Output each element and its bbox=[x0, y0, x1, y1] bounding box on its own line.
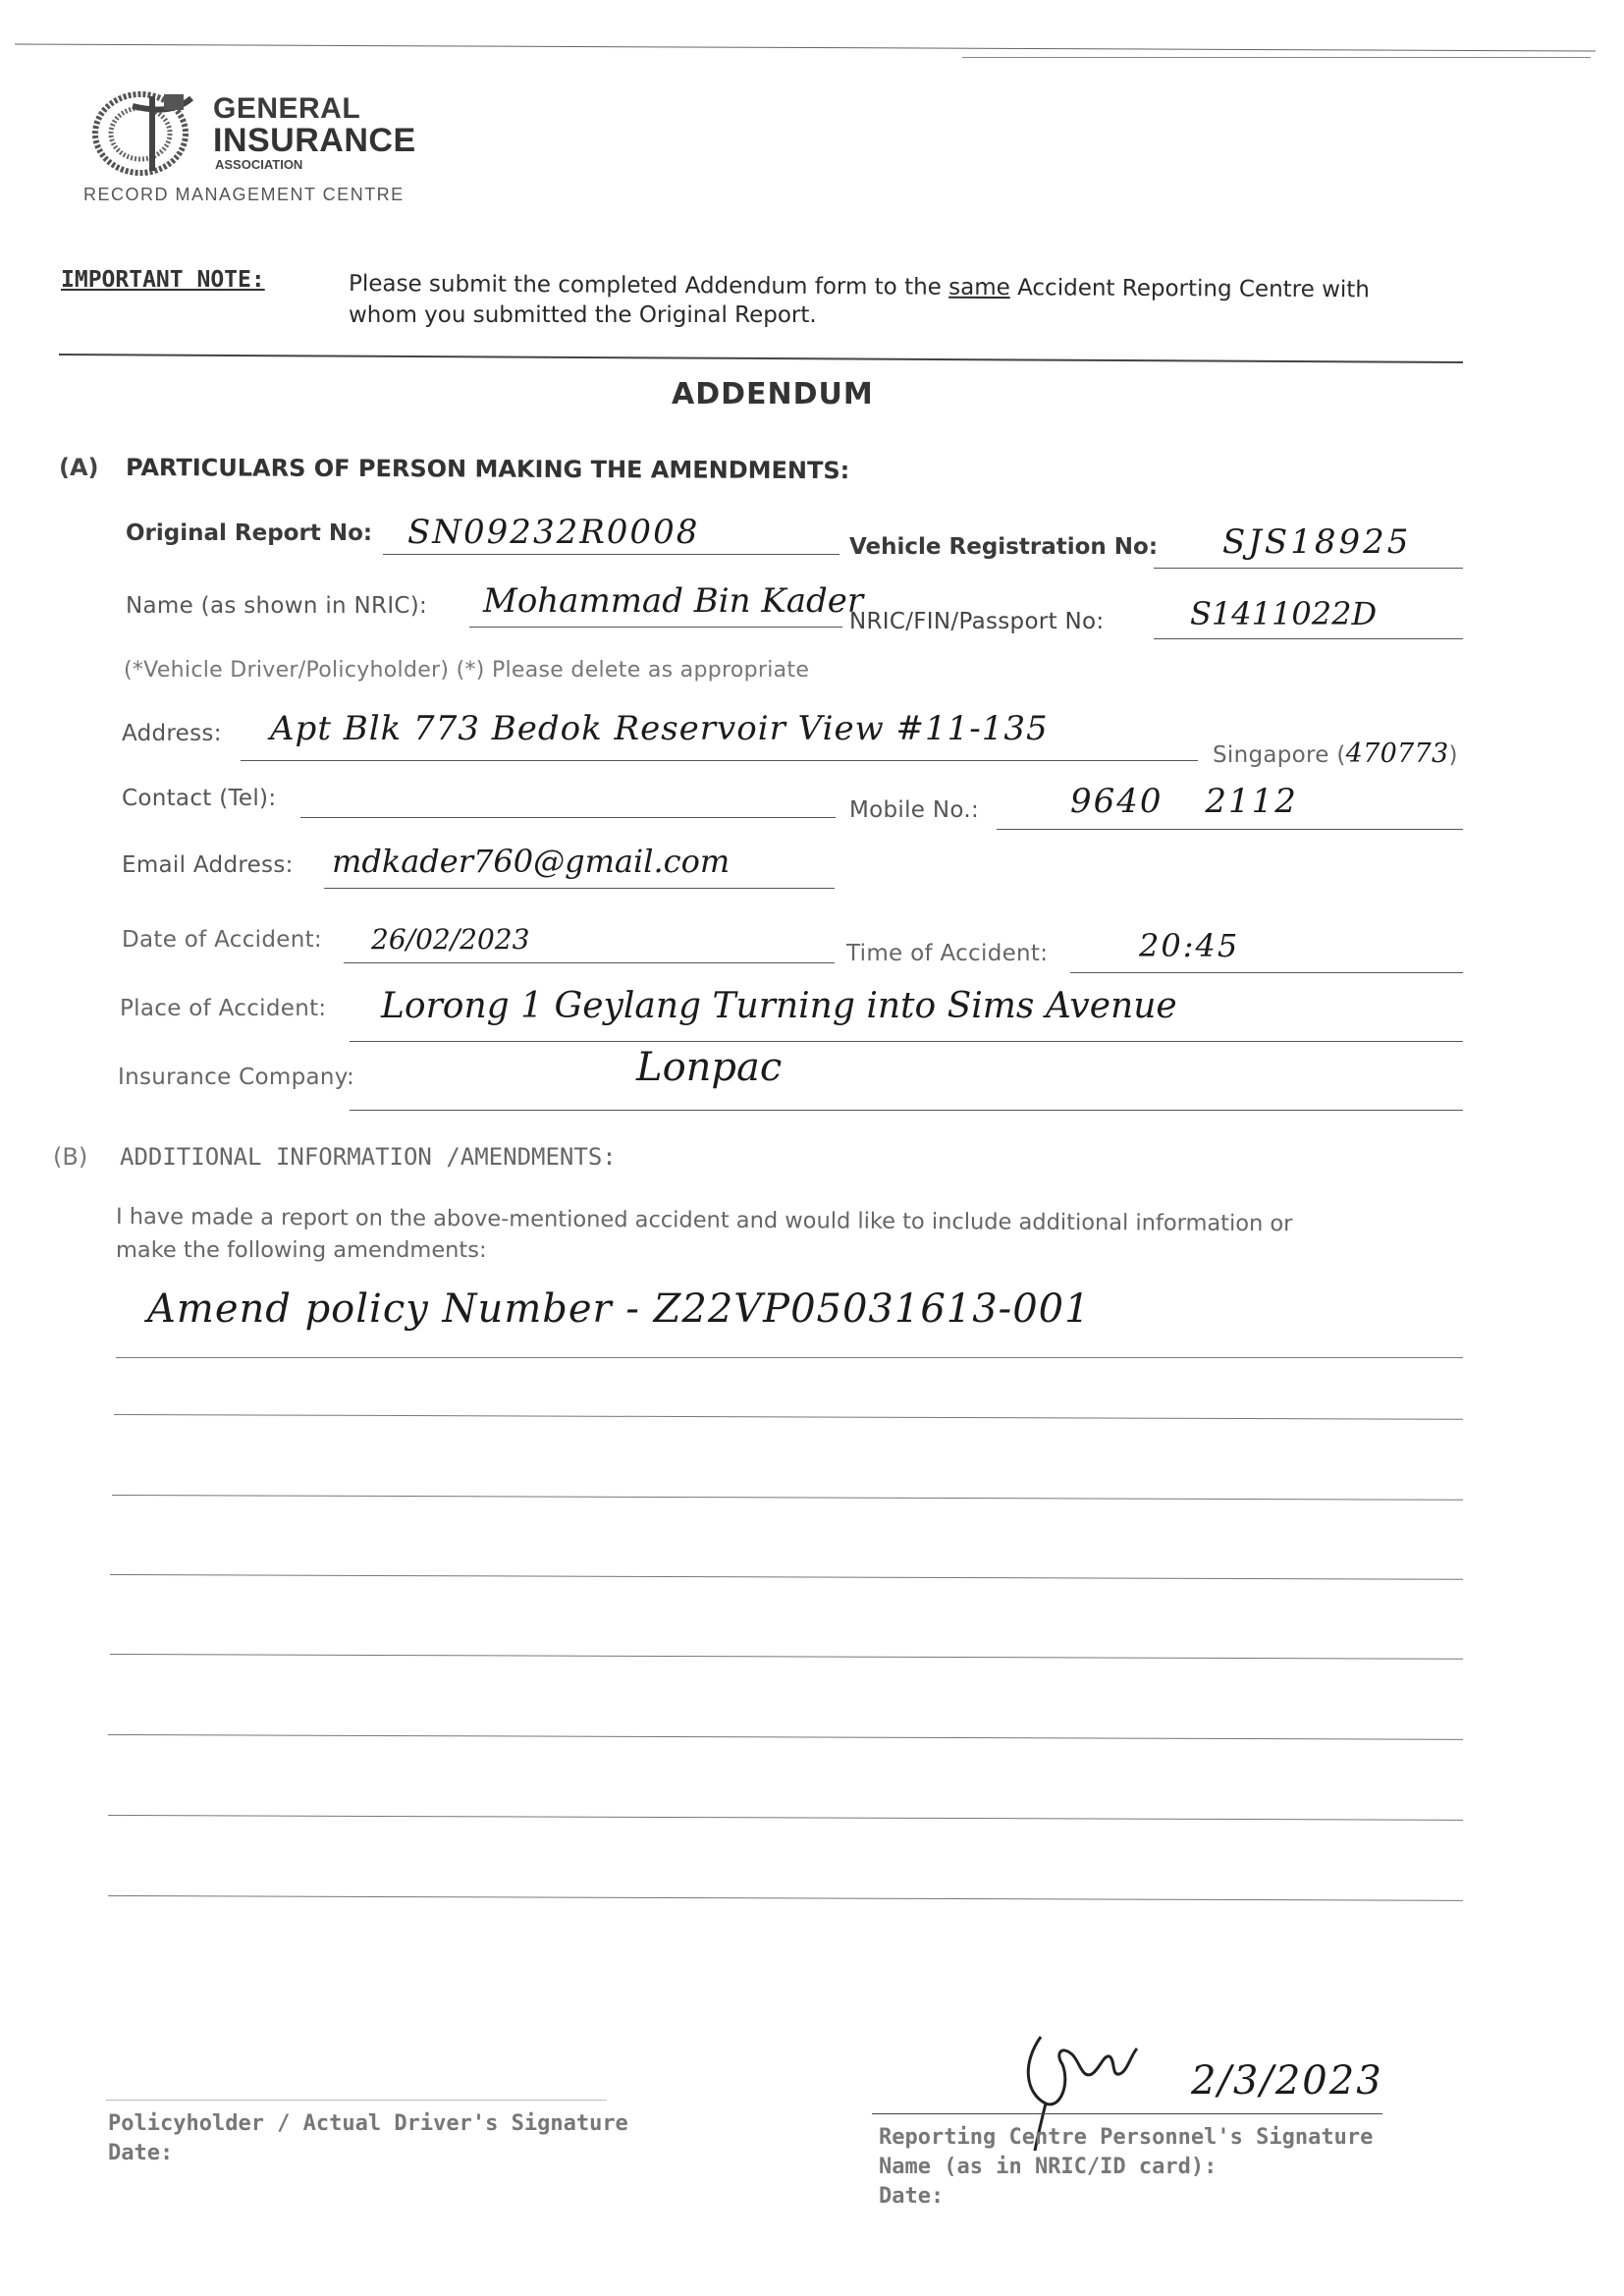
email-value: mdkader760@gmail.com bbox=[332, 843, 731, 880]
logo-text-insurance: INSURANCE bbox=[213, 122, 416, 159]
contact-label: Contact (Tel): bbox=[122, 786, 277, 811]
policyholder-date-label: Date: bbox=[108, 2141, 174, 2165]
email-line bbox=[324, 888, 835, 889]
nric-value: S1411022D bbox=[1190, 595, 1378, 632]
address-line bbox=[241, 760, 1198, 761]
mobile-line bbox=[997, 829, 1463, 830]
amendment-line-8 bbox=[108, 1895, 1463, 1901]
top-border-line-2 bbox=[962, 57, 1591, 58]
amendment-line-3 bbox=[112, 1495, 1463, 1501]
page-title: ADDENDUM bbox=[672, 377, 874, 411]
logo-text-association: ASSOCIATION bbox=[215, 157, 303, 172]
address-value: Apt Blk 773 Bedok Reservoir View #11-135 bbox=[270, 709, 1049, 748]
insurance-value: Lonpac bbox=[636, 1045, 783, 1090]
original-report-label: Original Report No: bbox=[126, 520, 373, 546]
section-b-heading: ADDITIONAL INFORMATION /AMENDMENTS: bbox=[120, 1143, 617, 1171]
accident-date-line bbox=[344, 962, 835, 963]
top-border-line bbox=[15, 43, 1596, 51]
name-label: Name (as shown in NRIC): bbox=[126, 593, 428, 619]
accident-place-value: Lorong 1 Geylang Turning into Sims Avenue bbox=[381, 986, 1177, 1026]
personnel-date-label: Date: bbox=[879, 2184, 945, 2209]
important-note-label: IMPORTANT NOTE: bbox=[61, 267, 265, 293]
accident-place-line bbox=[350, 1041, 1463, 1042]
accident-time-label: Time of Accident: bbox=[846, 941, 1049, 966]
vehicle-reg-value: SJS18925 bbox=[1222, 522, 1412, 562]
mobile-value: 9640 2112 bbox=[1070, 782, 1298, 821]
singapore-prefix: Singapore ( bbox=[1213, 742, 1346, 768]
name-line bbox=[469, 627, 842, 628]
postal-code-value: 470773 bbox=[1345, 738, 1449, 769]
section-b-intro-line1: I have made a report on the above-mentioned accident and would like to include additional information or bbox=[115, 1204, 1293, 1237]
accident-time-value: 20:45 bbox=[1139, 927, 1240, 964]
section-a-marker: (A) bbox=[59, 454, 99, 481]
note-text-post: Accident Reporting Centre with bbox=[1009, 275, 1371, 303]
section-b-marker: (B) bbox=[53, 1143, 88, 1171]
email-label: Email Address: bbox=[122, 852, 294, 878]
gia-emblem-icon bbox=[83, 86, 211, 185]
amendment-line-5 bbox=[110, 1654, 1463, 1660]
vehicle-reg-line bbox=[1154, 568, 1463, 569]
important-note-line2: whom you submitted the Original Report. bbox=[349, 302, 817, 328]
personnel-signature-line bbox=[872, 2113, 1382, 2114]
contact-line bbox=[300, 817, 836, 818]
policyholder-signature-line bbox=[106, 2100, 607, 2101]
vehicle-reg-label: Vehicle Registration No: bbox=[849, 534, 1159, 560]
logo-text-general: GENERAL bbox=[213, 92, 361, 125]
section-a-heading: PARTICULARS OF PERSON MAKING THE AMENDMENTS: bbox=[125, 454, 850, 485]
personnel-name-label: Name (as in NRIC/ID card): bbox=[879, 2155, 1218, 2179]
accident-date-value: 26/02/2023 bbox=[371, 923, 530, 956]
note-text-emph: same bbox=[948, 274, 1010, 301]
address-label: Address: bbox=[122, 721, 222, 746]
accident-time-line bbox=[1070, 972, 1463, 973]
insurance-line bbox=[350, 1110, 1463, 1111]
amendment-line-2 bbox=[114, 1414, 1463, 1420]
insurance-label: Insurance Company: bbox=[118, 1065, 355, 1090]
amendment-line-7 bbox=[108, 1815, 1463, 1821]
policyholder-signature-label: Policyholder / Actual Driver's Signature bbox=[108, 2111, 628, 2136]
personnel-signature-label: Reporting Centre Personnel's Signature bbox=[879, 2125, 1374, 2150]
name-value: Mohammad Bin Kader bbox=[483, 581, 864, 621]
section-b-intro-line2: make the following amendments: bbox=[116, 1237, 487, 1263]
accident-place-label: Place of Accident: bbox=[120, 996, 327, 1021]
nric-label: NRIC/FIN/Passport No: bbox=[849, 609, 1105, 634]
logo-centre-text: RECORD MANAGEMENT CENTRE bbox=[83, 185, 405, 204]
nric-line bbox=[1154, 638, 1463, 639]
amendment-line-1 bbox=[116, 1357, 1463, 1358]
accident-date-label: Date of Accident: bbox=[122, 927, 322, 953]
amendment-line-6 bbox=[108, 1734, 1463, 1740]
singapore-label bbox=[1213, 738, 1458, 769]
mobile-label: Mobile No.: bbox=[849, 797, 979, 823]
original-report-line bbox=[383, 554, 839, 555]
amendment-text: Amend policy Number - Z22VP05031613-001 bbox=[147, 1286, 1091, 1332]
note-text-pre: Please submit the completed Addendum form to the bbox=[348, 271, 949, 301]
singapore-suffix: ) bbox=[1448, 742, 1458, 768]
role-note: (*Vehicle Driver/Policyholder) (*) Please delete as appropriate bbox=[124, 658, 810, 683]
note-divider bbox=[59, 354, 1463, 363]
important-note-line1 bbox=[349, 271, 1370, 302]
amendment-line-4 bbox=[110, 1574, 1463, 1580]
personnel-signed-date: 2/3/2023 bbox=[1191, 2058, 1383, 2104]
original-report-value: SN09232R0008 bbox=[407, 513, 700, 552]
